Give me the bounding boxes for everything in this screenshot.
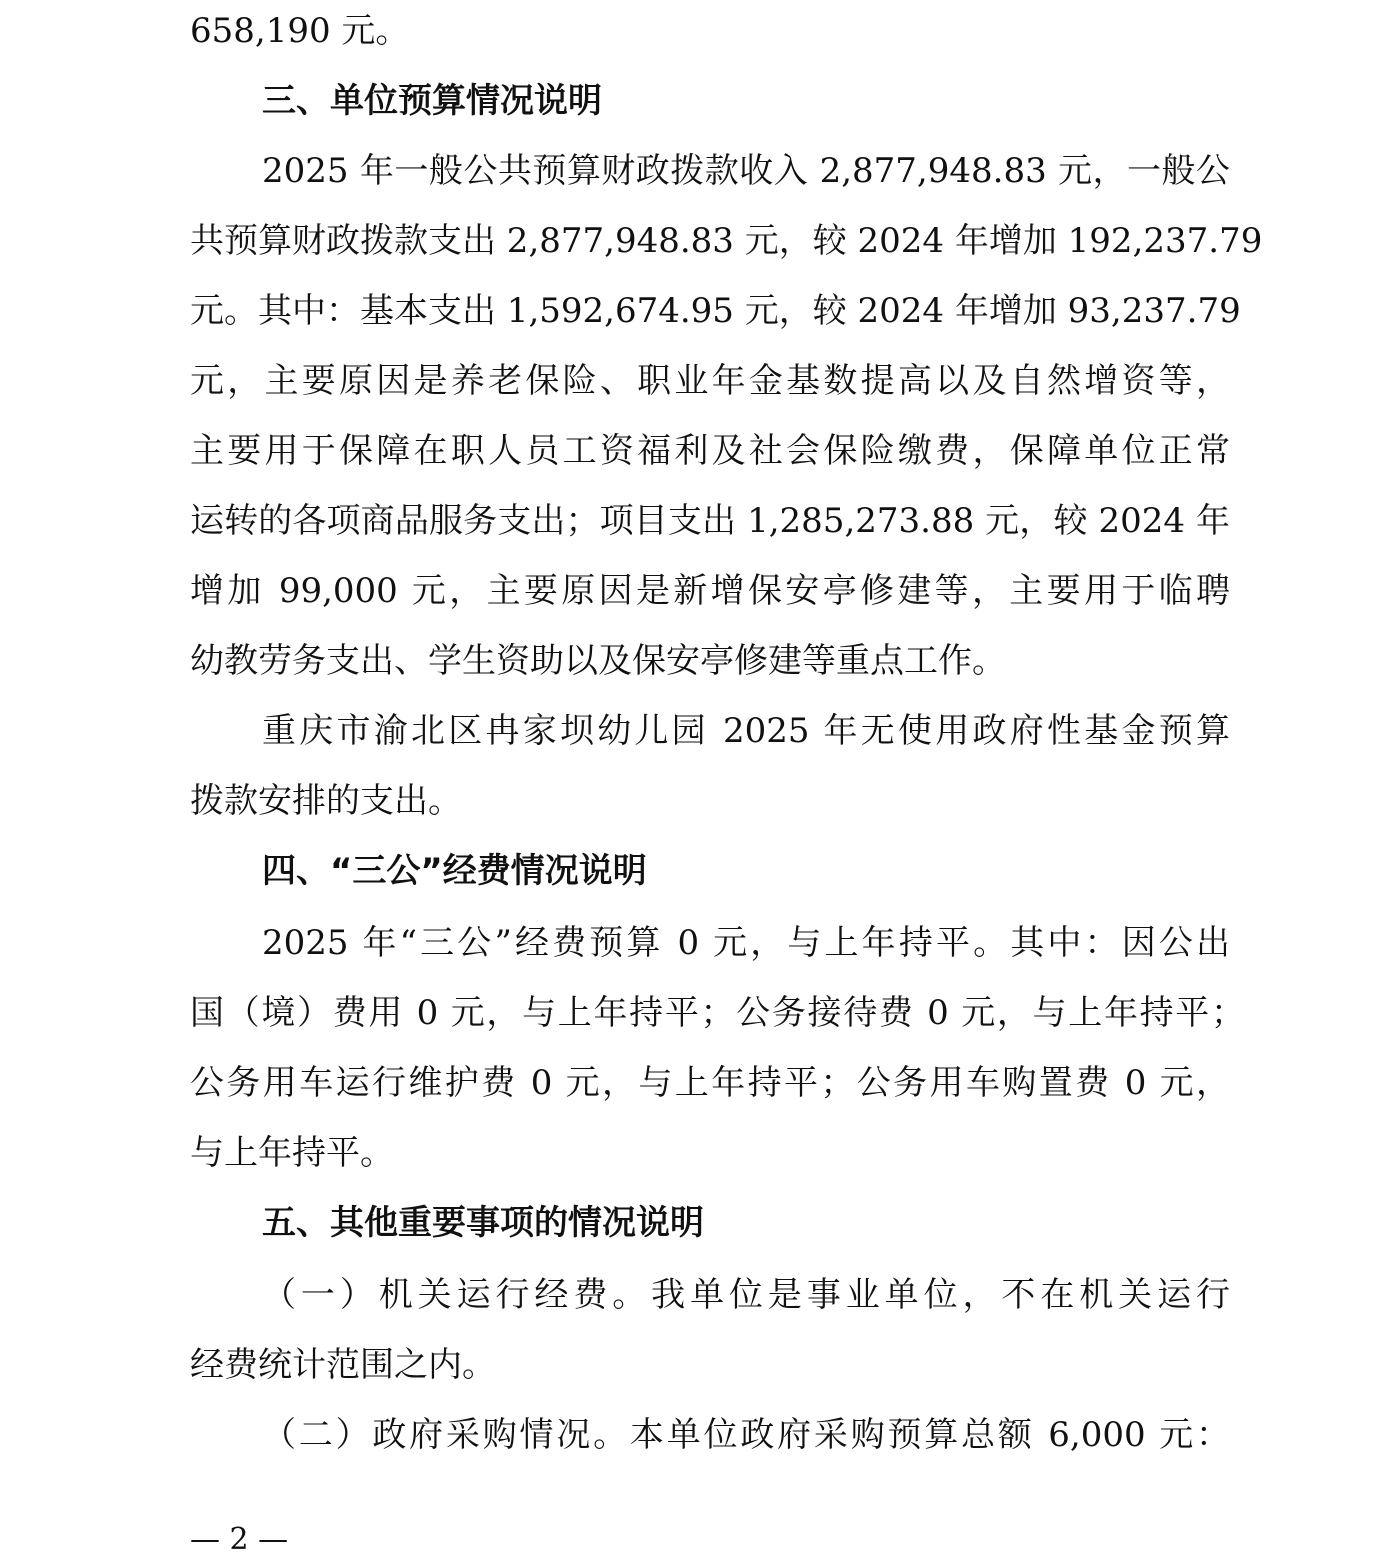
paragraph-line: 幼教劳务支出、学生资助以及保安亭修建等重点工作。 [190,641,1006,681]
paragraph-line: 2025 年一般公共预算财政拨款收入 2,877,948.83 元，一般公 [262,151,1230,191]
paragraph-line: 2025 年“三公”经费预算 0 元，与上年持平。其中：因公出 [262,923,1230,963]
paragraph-line: 重庆市渝北区冉家坝幼儿园 2025 年无使用政府性基金预算 [262,711,1230,751]
paragraph-line: 658,190 元。 [190,11,410,51]
section-heading-three-public: 四、“三公”经费情况说明 [262,851,647,891]
paragraph-line: 与上年持平。 [190,1133,394,1173]
paragraph-line: 经费统计范围之内。 [190,1345,496,1385]
paragraph-line: 拨款安排的支出。 [190,781,462,821]
section-heading-other-matters: 五、其他重要事项的情况说明 [262,1203,704,1243]
paragraph-line: 主要用于保障在职人员工资福利及社会保险缴费，保障单位正常 [190,431,1230,471]
paragraph-line: （二）政府采购情况。本单位政府采购预算总额 6,000 元： [262,1415,1230,1455]
paragraph-line: 元。其中：基本支出 1,592,674.95 元，较 2024 年增加 93,237.79 [190,291,1241,331]
paragraph-line: 共预算财政拨款支出 2,877,948.83 元，较 2024 年增加 192,237.79 [190,221,1263,261]
paragraph-line: 元，主要原因是养老保险、职业年金基数提高以及自然增资等， [190,361,1230,401]
paragraph-line: （一）机关运行经费。我单位是事业单位，不在机关运行 [262,1275,1230,1315]
page-number: — 2 — [190,1522,289,1557]
paragraph-line: 公务用车运行维护费 0 元，与上年持平；公务用车购置费 0 元， [190,1063,1230,1103]
paragraph-line: 增加 99,000 元，主要原因是新增保安亭修建等，主要用于临聘 [190,571,1230,611]
section-heading-unit-budget: 三、单位预算情况说明 [262,81,602,121]
paragraph-line: 国（境）费用 0 元，与上年持平；公务接待费 0 元，与上年持平； [190,993,1245,1033]
paragraph-line: 运转的各项商品服务支出；项目支出 1,285,273.88 元，较 2024 年 [190,501,1230,541]
